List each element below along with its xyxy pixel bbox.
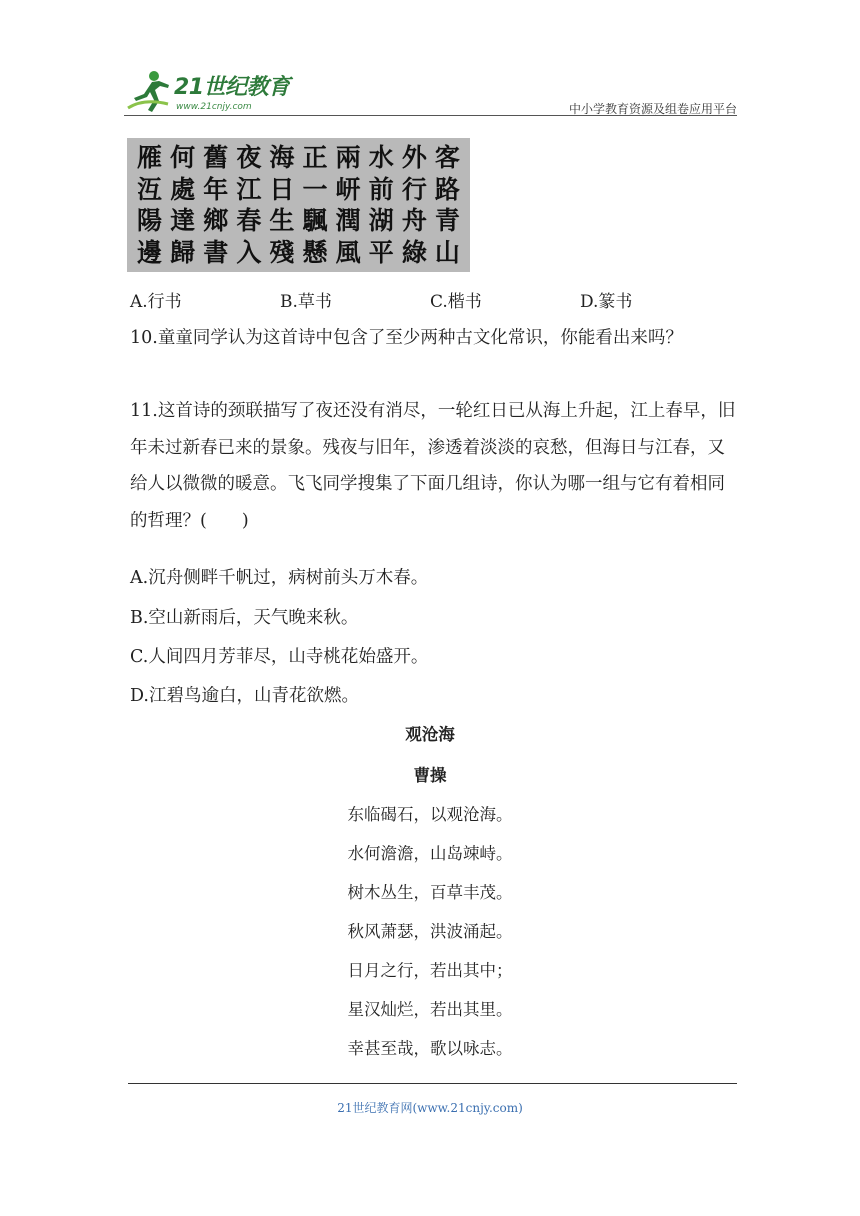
- q9-option-a[interactable]: A.行书: [130, 292, 182, 312]
- calligraphy-char: 何: [170, 143, 196, 172]
- calligraphy-char: 陽: [137, 206, 163, 235]
- calligraphy-char: 兩: [335, 143, 361, 172]
- calligraphy-char: 山: [434, 237, 460, 267]
- calligraphy-char: 夜: [236, 143, 262, 172]
- calligraphy-image: [127, 138, 470, 272]
- poem-line: 东临碣石，以观沧海。: [347, 805, 513, 824]
- calligraphy-char: 春: [236, 206, 262, 235]
- logo-brand-text: 21世纪教育: [174, 75, 290, 100]
- calligraphy-char: 處: [170, 174, 196, 204]
- q9-option-d[interactable]: D.篆书: [580, 292, 633, 312]
- calligraphy-char: 前: [368, 174, 394, 204]
- runner-icon: [124, 68, 174, 114]
- calligraphy-char: 客: [434, 143, 460, 172]
- calligraphy-char: 鄉: [203, 206, 229, 235]
- q11-option-b[interactable]: B.空山新雨后，天气晚来秋。: [130, 608, 359, 628]
- calligraphy-char: 年: [203, 174, 229, 204]
- question-10: 10.童童同学认为这首诗中包含了至少两种古文化常识，你能看出来吗？: [130, 328, 683, 348]
- calligraphy-char: 江: [236, 174, 262, 204]
- calligraphy-char: 岍: [335, 174, 361, 204]
- poem-title: 观沧海: [405, 725, 455, 744]
- calligraphy-char: 水: [368, 143, 394, 172]
- calligraphy-char: 平: [368, 237, 394, 267]
- calligraphy-char: 路: [434, 174, 460, 204]
- q11-option-a[interactable]: A.沉舟侧畔千帆过，病树前头万木春。: [130, 568, 429, 588]
- header-divider: [124, 115, 737, 116]
- calligraphy-char: 達: [170, 206, 196, 235]
- calligraphy-char: 綠: [401, 237, 427, 267]
- calligraphy-char: 潤: [335, 206, 361, 235]
- calligraphy-char: 海: [269, 143, 295, 172]
- calligraphy-char: 懸: [302, 237, 328, 267]
- q9-option-b[interactable]: B.草书: [280, 292, 332, 312]
- q11-option-c[interactable]: C.人间四月芳菲尽，山寺桃花始盛开。: [130, 647, 429, 667]
- calligraphy-char: 書: [203, 237, 229, 267]
- poem-line: 水何澹澹，山岛竦峙。: [347, 844, 513, 863]
- calligraphy-char: 入: [236, 237, 262, 267]
- calligraphy-char: 外: [401, 143, 427, 172]
- poem-line: 秋风萧瑟，洪波涌起。: [347, 922, 513, 941]
- site-logo[interactable]: [124, 68, 294, 118]
- question-11: 11.这首诗的颈联描写了夜还没有消尽，一轮红日已从海上升起，江上春早，旧年未过新春已来的景象。残夜与旧年，渗透着淡淡的哀愁，但海日与江春，又给人以微微的暖意。飞飞同学搜集了下面几组诗，你认为哪一组与它有着相同的哲理？( ): [130, 401, 736, 531]
- calligraphy-char: 行: [401, 174, 427, 204]
- poem-line: 幸甚至哉，歌以咏志。: [347, 1039, 513, 1058]
- poem-author: 曹操: [413, 766, 447, 785]
- calligraphy-char: 正: [302, 143, 328, 172]
- q11-option-d[interactable]: D.江碧鸟逾白，山青花欲燃。: [130, 686, 359, 706]
- calligraphy-char: 颿: [302, 206, 328, 235]
- calligraphy-char: 風: [335, 237, 361, 267]
- calligraphy-char: 沍: [137, 174, 163, 204]
- page-header: [124, 68, 737, 120]
- poem-line: 星汉灿烂，若出其里。: [347, 1000, 513, 1019]
- header-tagline: 中小学教育资源及组卷应用平台: [568, 102, 737, 116]
- calligraphy-char: 舟: [401, 206, 427, 235]
- poem-line: 树木丛生，百草丰茂。: [347, 883, 513, 902]
- calligraphy-char: 日: [269, 174, 295, 204]
- logo-url-text: www.21cnjy.com: [176, 102, 252, 112]
- q9-option-c[interactable]: C.楷书: [430, 292, 482, 312]
- calligraphy-char: 一: [302, 174, 328, 204]
- calligraphy-char: 舊: [203, 143, 229, 172]
- calligraphy-char: 湖: [368, 206, 394, 235]
- footer-divider: [128, 1083, 737, 1084]
- footer-link[interactable]: 21世纪教育网(www.21cnjy.com): [337, 1101, 523, 1115]
- poem-line: 日月之行，若出其中；: [347, 961, 513, 980]
- calligraphy-char: 生: [269, 206, 295, 235]
- calligraphy-char: 青: [434, 206, 460, 235]
- calligraphy-char: 邊: [137, 237, 163, 267]
- calligraphy-char: 雁: [137, 143, 163, 172]
- calligraphy-char: 歸: [170, 237, 196, 267]
- calligraphy-char: 殘: [269, 237, 295, 267]
